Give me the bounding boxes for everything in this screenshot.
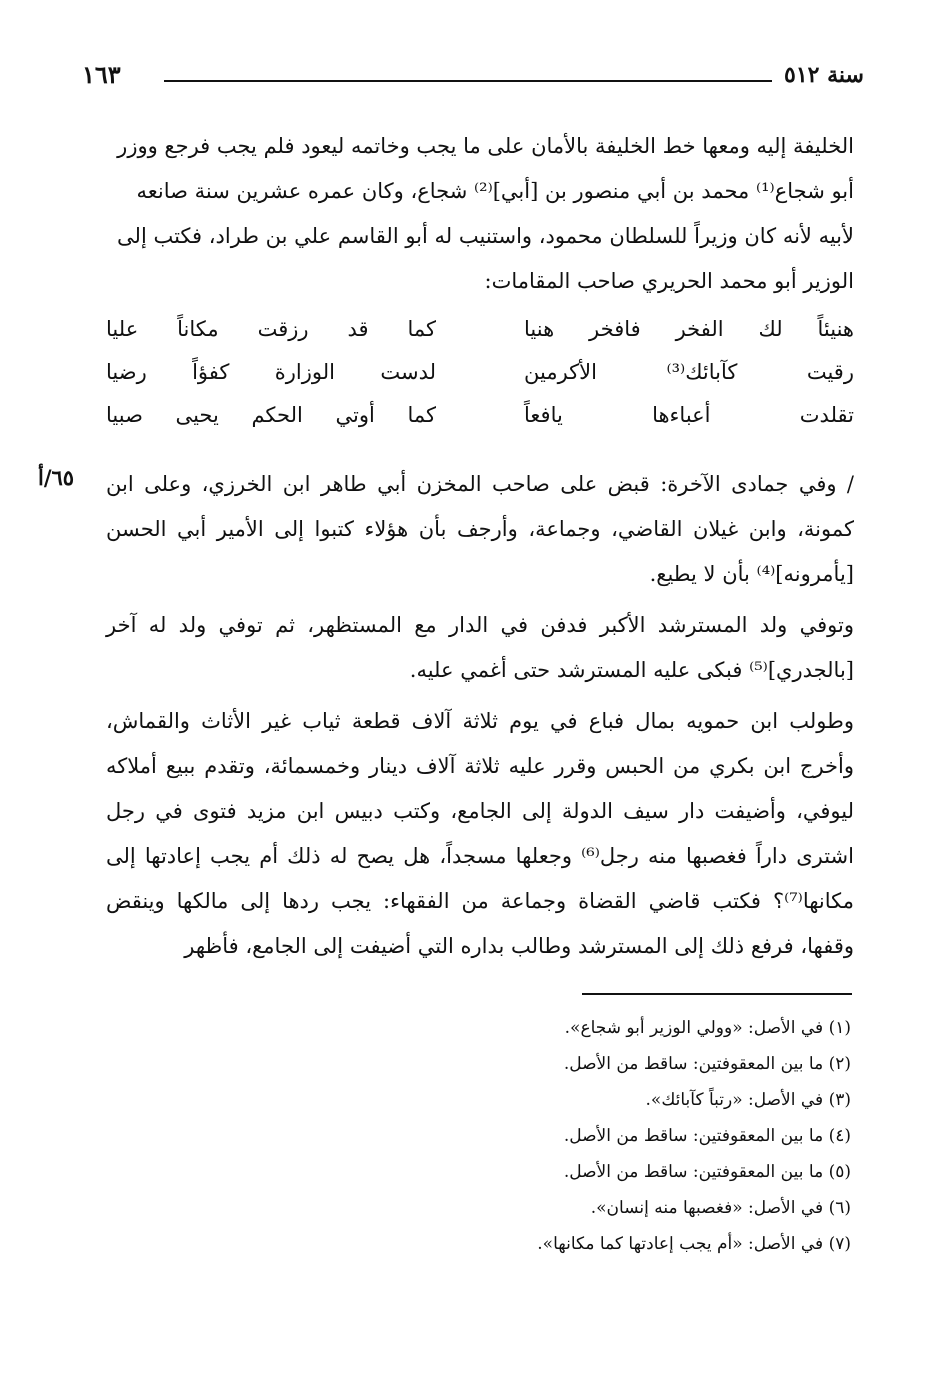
paragraph: وتوفي ولد المسترشد الأكبر فدفن في الدار مع المستظهر، ثم توفي ولد له آخر [بالجدري]⁽⁵⁾ فبكى عليه المسترشد حتى أغمي عليه.: [106, 613, 854, 682]
opening-paragraph: [106, 124, 854, 304]
text-line: الخليفة إليه ومعها خط الخليفة بالأمان على ما يجب وخاتمه ليعود فلم يجب فرجع ووزر: [117, 134, 854, 158]
footnote: (١) في الأصل: «وولي الوزير أبو شجاع».: [564, 1018, 851, 1038]
text-line: أبو شجاع⁽¹⁾ محمد بن أبي منصور بن [أبي]⁽²⁾ شجاع، وكان عمره عشرين سنة صانعه: [136, 179, 854, 203]
text-line: الوزير أبو محمد الحريري صاحب المقامات:: [484, 269, 854, 293]
poem-hemistich-second: كما أوتي الحكم يحيى صبيا: [106, 403, 436, 427]
footnote: (٧) في الأصل: «أم يجب إعادتها كما مكانها».: [537, 1234, 851, 1254]
poem-hemistich-first: رقيت كآبائك⁽³⁾ الأكرمين: [524, 360, 854, 384]
poem-verse: [106, 360, 854, 403]
footnote: (٦) في الأصل: «فغصبها منه إنسان».: [590, 1198, 851, 1218]
poem-verse: [106, 317, 854, 360]
poem-hemistich-second: كما قد رزقت مكاناً عليا: [106, 317, 436, 341]
footnote: (٢) ما بين المعقوفتين: ساقط من الأصل.: [563, 1054, 851, 1074]
text-line: لأبيه لأنه كان وزيراً للسلطان محمود، واستنيب له أبو القاسم علي بن طراد، فكتب إلى: [117, 224, 854, 248]
footnotes: [106, 1010, 851, 1262]
page-number: ١٦٣: [82, 60, 121, 89]
footnote-rule: [582, 993, 852, 995]
poem-hemistich-second: لدست الوزارة كفؤاً رضيا: [106, 360, 436, 384]
paragraph: وطولب ابن حمويه بمال فباع في يوم ثلاثة آلاف قطعة ثياب غير الأثاث والقماش، وأخرج ابن بكري من الحبس وقرر عليه ثلاثة آلاف دينار وخمسمائة، وتقدم ببيع أملاكه ليوفي، وأضيفت دار سيف الدولة إلى الجامع، وكتب دبيس ابن مزيد فتوى في رجل اشترى داراً فغصبها منه رجل⁽⁶⁾ وجعلها مسجداً، هل يصح له ذلك أم يجب إعادتها إلى مكانها⁽⁷⁾؟ فكتب قاضي القضاة وجماعة من الفقهاء: يجب ردها إلى مالكها وينقض وقفها، فرفع ذلك إلى المسترشد وطالب بداره التي أضيفت إلى الجامع، فأظهر: [106, 709, 854, 958]
manuscript-folio-ref: ٦٥/أ: [38, 465, 75, 490]
poem: [106, 317, 854, 446]
poem-verse: [106, 403, 854, 446]
footnote: (٣) في الأصل: «رتباً كآبائك».: [645, 1090, 851, 1110]
header-rule: [164, 80, 772, 82]
main-text: [106, 462, 854, 975]
poem-hemistich-first: هنيئاً لك الفخر فافخر هنيا: [524, 317, 854, 341]
poem-hemistich-first: تقلدت أعباءها يافعاً: [524, 403, 854, 427]
footnote: (٥) ما بين المعقوفتين: ساقط من الأصل.: [563, 1162, 851, 1182]
footnote: (٤) ما بين المعقوفتين: ساقط من الأصل.: [563, 1126, 851, 1146]
header-year: سنة ٥١٢: [784, 62, 864, 88]
paragraph: / وفي جمادى الآخرة: قبض على صاحب المخزن أبي طاهر ابن الخرزي، وعلى ابن كمونة، وابن غيلان القاضي، وجماعة، وأرجف بأن هؤلاء كتبوا إلى الأمير أبي الحسن [يأمرونه]⁽⁴⁾ بأن لا يطيع.: [106, 472, 854, 586]
running-header: [82, 58, 864, 94]
